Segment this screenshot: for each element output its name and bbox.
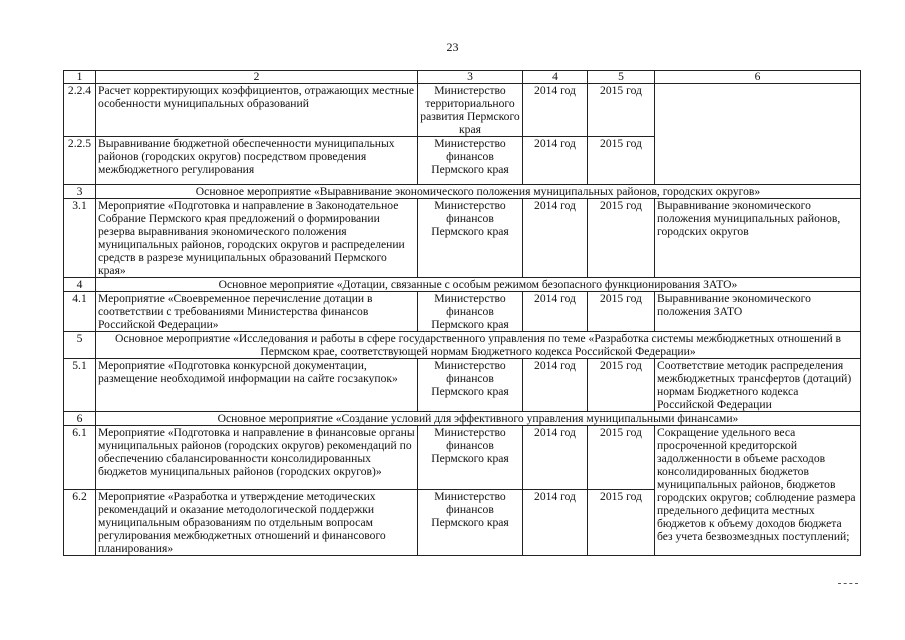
section-number: 4	[64, 278, 96, 292]
page-number: 23	[446, 40, 459, 54]
activity-text: Выравнивание бюджетной обеспеченности муниципальных районов (городских округов) посредством проведения межбюджетного регулирования	[96, 137, 418, 185]
section-title: Основное мероприятие «Выравнивание экономического положения муниципальных районов, городских округов»	[96, 185, 861, 199]
end-year: 2015 год	[588, 490, 655, 556]
row-number: 2.2.4	[64, 84, 96, 137]
activities-table	[63, 70, 861, 556]
row-number: 5.1	[64, 359, 96, 412]
executor: Министерство территориального развития Пермского края	[418, 84, 523, 137]
start-year: 2014 год	[523, 490, 588, 556]
executor: Министерство финансов Пермского края	[418, 490, 523, 556]
start-year: 2014 год	[523, 426, 588, 490]
section-number: 6	[64, 412, 96, 426]
end-year: 2015 год	[588, 199, 655, 278]
table-header-row	[64, 71, 861, 84]
result-cell	[655, 84, 861, 185]
activity-text: Мероприятие «Подготовка и направление в финансовые органы муниципальных районов (городских округов) рекомендаций по обеспечению сбалансированности консолидированных бюджетов муниципальных районов (городских округов)»	[96, 426, 418, 490]
section-title: Основное мероприятие «Создание условий для эффективного управления муниципальными финансами»	[96, 412, 861, 426]
column-header: 4	[523, 71, 588, 84]
activity-text: Расчет корректирующих коэффициентов, отражающих местные особенности муниципальных образований	[96, 84, 418, 137]
section-title: Основное мероприятие «Исследования и работы в сфере государственного управления по теме «Разработка системы межбюджетных отношений в Пермском крае, соответствующей нормам Бюджетного кодекса Российской Федерации»	[96, 332, 861, 359]
start-year: 2014 год	[523, 199, 588, 278]
row-number: 6.1	[64, 426, 96, 490]
section-row	[64, 412, 861, 426]
row-number: 6.2	[64, 490, 96, 556]
section-number: 5	[64, 332, 96, 359]
result-cell: Соответствие методик распределения межбюджетных трансфертов (дотаций) нормам Бюджетного кодекса Российской Федерации	[655, 359, 861, 412]
column-header: 2	[96, 71, 418, 84]
table-row	[64, 84, 861, 137]
end-year: 2015 год	[588, 426, 655, 490]
pen-mark	[838, 577, 858, 584]
executor: Министерство финансов Пермского края	[418, 199, 523, 278]
row-number: 4.1	[64, 292, 96, 332]
column-header: 5	[588, 71, 655, 84]
start-year: 2014 год	[523, 359, 588, 412]
column-header: 3	[418, 71, 523, 84]
end-year: 2015 год	[588, 292, 655, 332]
activity-text: Мероприятие «Своевременное перечисление дотации в соответствии с требованиями Министерства финансов Российской Федерации»	[96, 292, 418, 332]
row-number: 2.2.5	[64, 137, 96, 185]
result-cell: Выравнивание экономического положения муниципальных районов, городских округов	[655, 199, 861, 278]
column-header: 6	[655, 71, 861, 84]
activity-text: Мероприятие «Подготовка конкурсной документации, размещение необходимой информации на сайте госзакупок»	[96, 359, 418, 412]
result-cell: Сокращение удельного веса просроченной кредиторской задолженности в объеме расходов консолидированных бюджетов муниципальных районов, бюджетов городских округов; соблюдение размера предельного дефицита местных бюджетов к объему доходов бюджета без учета безвозмездных поступлений;	[655, 426, 861, 556]
activity-text: Мероприятие «Разработка и утверждение методических рекомендаций и оказание методологической поддержки муниципальным образованиям по отдельным вопросам регулирования межбюджетных отношений и финансового планирования»	[96, 490, 418, 556]
start-year: 2014 год	[523, 84, 588, 137]
table-row	[64, 426, 861, 490]
table-row	[64, 292, 861, 332]
activity-text: Мероприятие «Подготовка и направление в Законодательное Собрание Пермского края предложений о формировании резерва выравнивания экономического положения муниципальных районов, городских округов и распределении средств в разрезе муниципальных образований Пермского края»	[96, 199, 418, 278]
end-year: 2015 год	[588, 84, 655, 137]
start-year: 2014 год	[523, 292, 588, 332]
row-number: 3.1	[64, 199, 96, 278]
section-number: 3	[64, 185, 96, 199]
section-row	[64, 185, 861, 199]
section-row	[64, 278, 861, 292]
executor: Министерство финансов Пермского края	[418, 137, 523, 185]
executor: Министерство финансов Пермского края	[418, 426, 523, 490]
executor: Министерство финансов Пермского края	[418, 359, 523, 412]
section-title: Основное мероприятие «Дотации, связанные с особым режимом безопасного функционирования ЗАТО»	[96, 278, 861, 292]
start-year: 2014 год	[523, 137, 588, 185]
table-row	[64, 359, 861, 412]
section-row	[64, 332, 861, 359]
column-header: 1	[64, 71, 96, 84]
executor: Министерство финансов Пермского края	[418, 292, 523, 332]
end-year: 2015 год	[588, 137, 655, 185]
end-year: 2015 год	[588, 359, 655, 412]
table-row	[64, 199, 861, 278]
result-cell: Выравнивание экономического положения ЗАТО	[655, 292, 861, 332]
